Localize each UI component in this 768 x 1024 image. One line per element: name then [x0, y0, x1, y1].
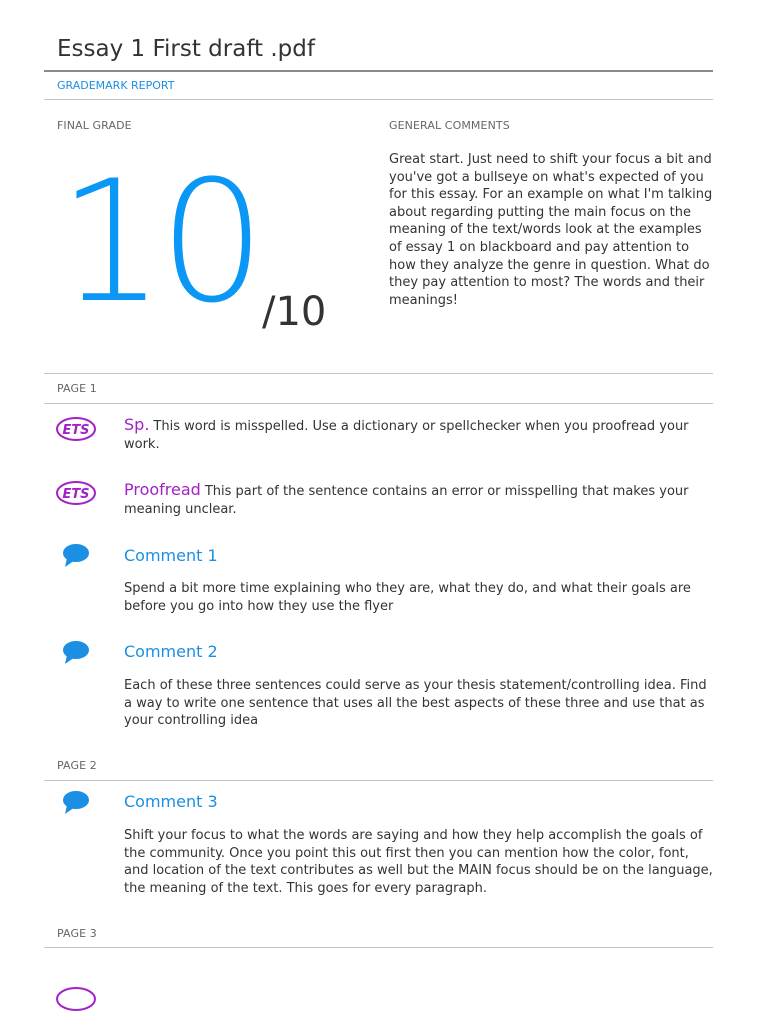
ets-icon: [55, 480, 97, 506]
title-divider: [44, 70, 713, 72]
page-1-label: PAGE 1: [57, 382, 97, 395]
ets-tag: Sp.: [124, 415, 150, 434]
page-2-divider: [44, 780, 713, 781]
grademark-report-link[interactable]: GRADEMARK REPORT: [57, 79, 175, 92]
comment-2-title: Comment 2: [124, 642, 218, 661]
ets-feedback-spelling: [124, 416, 714, 453]
comment-2-text: Each of these three sentences could serve as your thesis statement/controlling idea. Find a way to write one sentence that uses all the best aspects of these three and use that as your controlling idea: [124, 678, 707, 729]
comment-3-title: Comment 3: [124, 792, 218, 811]
comment-bubble-icon: [62, 790, 90, 816]
comment-1-text: Spend a bit more time explaining who they are, what they do, and what their goals are before you go into how they use the flyer: [124, 581, 691, 614]
page-3-label: PAGE 3: [57, 927, 97, 940]
ets-feedback-text: This part of the sentence contains an error or misspelling that makes your meaning unclear.: [124, 484, 689, 517]
ets-feedback-text: This word is misspelled. Use a dictionary or spellchecker when you proofread your work.: [124, 419, 689, 452]
ets-icon: [55, 416, 97, 442]
page-3-divider: [44, 947, 713, 948]
final-grade-label: FINAL GRADE: [57, 119, 132, 132]
ets-tag: Proofread: [124, 480, 201, 499]
ets-icon: [55, 986, 97, 1012]
page-1-divider-bottom: [44, 403, 713, 404]
header-divider: [44, 99, 713, 100]
comment-1-title: Comment 1: [124, 546, 218, 565]
comment-bubble-icon: [62, 640, 90, 666]
comment-bubble-icon: [62, 543, 90, 569]
final-grade-score: 10: [58, 144, 260, 340]
svg-text:ETS: ETS: [62, 423, 90, 438]
page-2-label: PAGE 2: [57, 759, 97, 772]
page-1-divider-top: [44, 373, 713, 374]
comment-3-text: Shift your focus to what the words are saying and how they help accomplish the goals of the community. Once you point this out first then you can mention how the color, font, and location of the text contributes as well but the MAIN focus should be on the language, the meaning of the text. This goes for every paragraph.: [124, 828, 713, 896]
general-comments-label: GENERAL COMMENTS: [389, 119, 510, 132]
ets-feedback-proofread: [124, 481, 714, 518]
general-comments-text: Great start. Just need to shift your focus a bit and you've got a bullseye on what's expected of you for this essay. For an example on what I'm talking about regarding putting the main focus on the meaning of the text/words look at the examples of essay 1 on blackboard and pay attention to how they analyze the genre in question. What do they pay attention to most? The words and their meanings!: [389, 152, 713, 308]
svg-text:ETS: ETS: [62, 487, 90, 502]
final-grade-max: /10: [262, 289, 327, 335]
document-title: Essay 1 First draft .pdf: [57, 36, 315, 62]
